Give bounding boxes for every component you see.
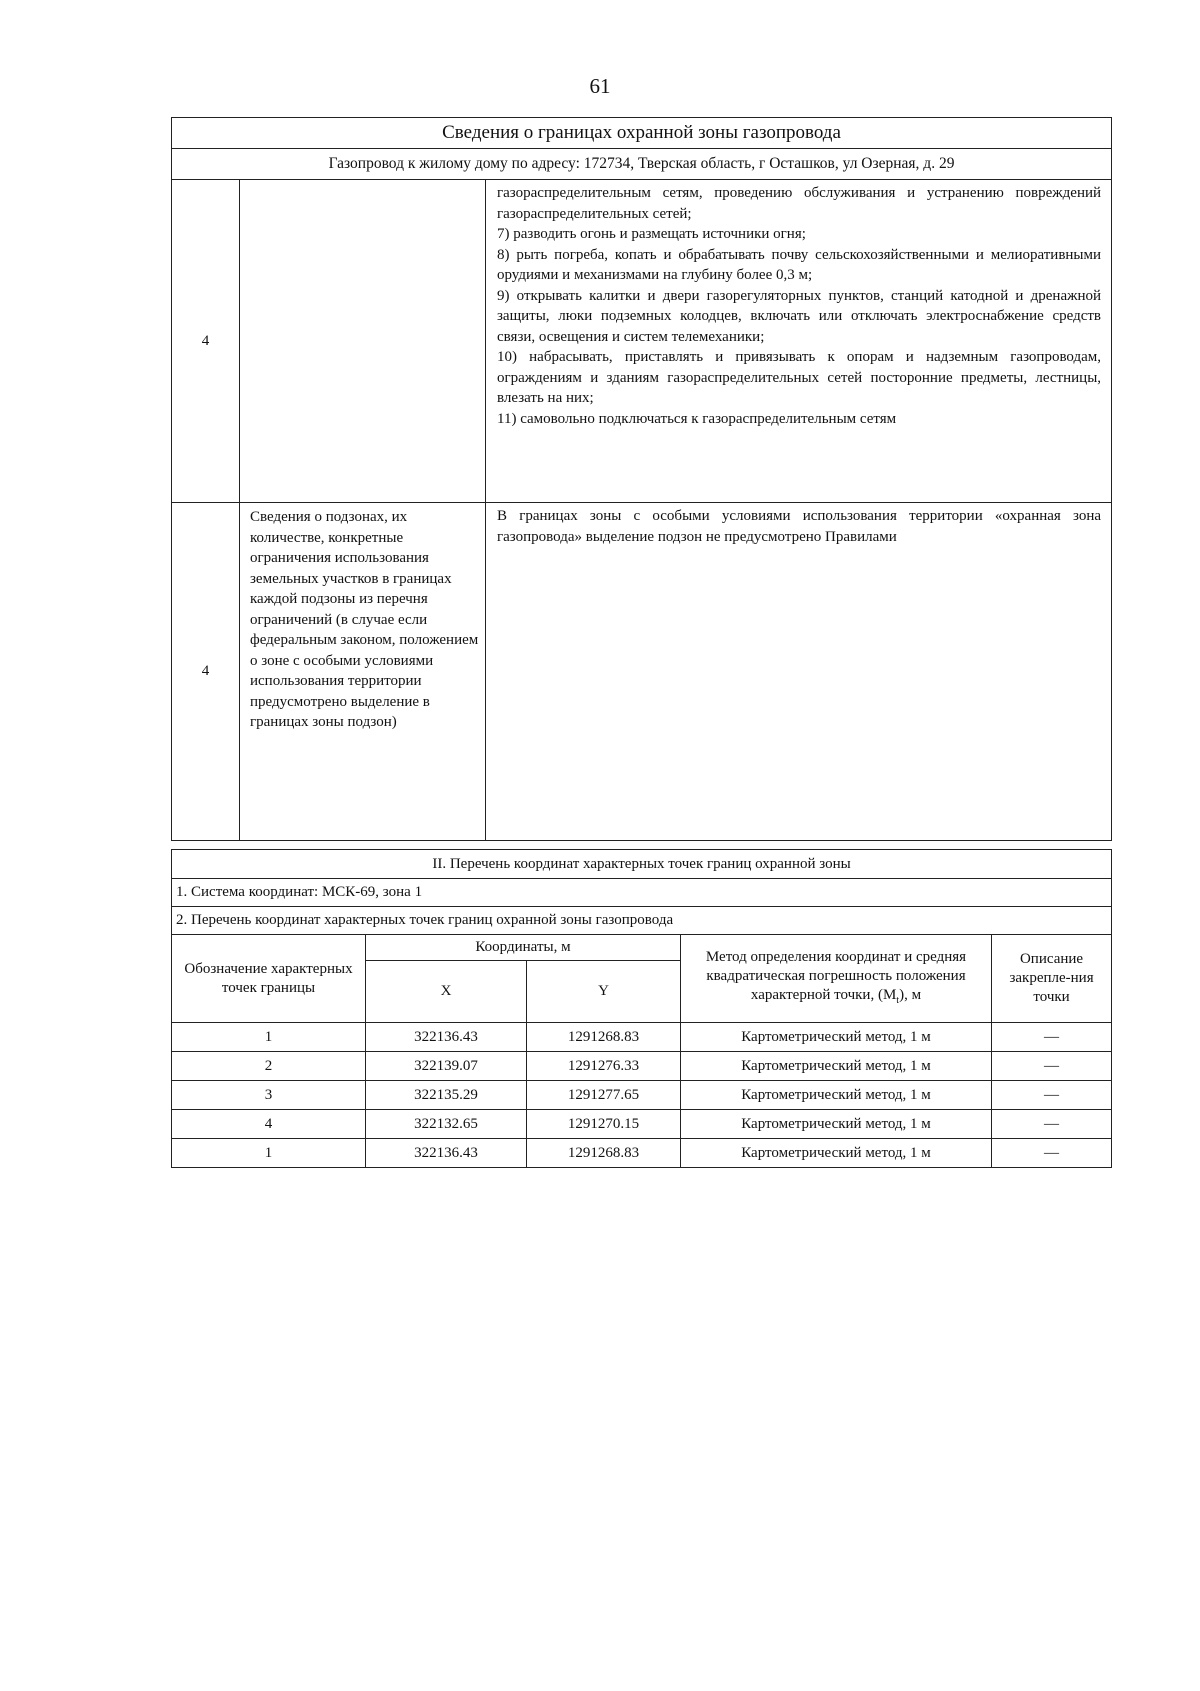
- header-designation: Обозначение характерных точек границы: [172, 935, 366, 1023]
- header-method: Метод определения координат и средняя квадратическая погрешность положения характерной точки, $(M_t)$, м: [681, 935, 992, 1023]
- list-title: 2. Перечень координат характерных точек границ охранной зоны газопровода: [172, 907, 1112, 935]
- coord-system-row: [172, 879, 1112, 907]
- empty-description-cell: [240, 180, 486, 503]
- header-row: [172, 935, 1112, 961]
- subzone-text: В границах зоны с особыми условиями использования территории «охранная зона газопровода» выделение подзон не предусмотрено Правилами: [486, 503, 1112, 841]
- coord-x: 322132.65: [366, 1110, 527, 1139]
- coord-x: 322139.07: [366, 1052, 527, 1081]
- section-heading-row: [172, 850, 1112, 879]
- row-number: 4: [201, 332, 210, 349]
- header-x: X: [366, 961, 527, 1023]
- mark-description: —: [992, 1023, 1112, 1052]
- table-row: [172, 1052, 1112, 1081]
- table-row: [172, 1081, 1112, 1110]
- point-label: 1: [172, 1023, 366, 1052]
- section-heading: II. Перечень координат характерных точек границ охранной зоны: [172, 850, 1112, 879]
- subzone-description: Сведения о подзонах, их количестве, конкретные ограничения использования земельных участков в границах каждой подзоны из перечня ограничений (в случае если федеральным законом, положением о зоне с особыми условиями использования территории предусмотрено выделение в границах зоны подзон): [240, 503, 486, 841]
- coord-x: 322135.29: [366, 1081, 527, 1110]
- restriction-paragraph: газораспределительным сетям, проведению обслуживания и устранению повреждений газораспределительных сетей;: [497, 185, 1102, 222]
- document-subtitle: Газопровод к жилому дому по адресу: 172734, Тверская область, г Осташков, ул Озерная, д. 29: [172, 149, 1112, 180]
- coord-x: 322136.43: [366, 1023, 527, 1052]
- restriction-paragraph: 9) открывать калитки и двери газорегуляторных пунктов, станций катодной и дренажной защиты, люки подземных колодцев, включать или отключать электроснабжение средств связи, освещения и систем телемеханики;: [497, 287, 1102, 345]
- coord-system: 1. Система координат: МСК-69, зона 1: [172, 879, 1112, 907]
- point-label: 3: [172, 1081, 366, 1110]
- restriction-paragraph: 7) разводить огонь и размещать источники огня;: [497, 226, 806, 242]
- table-row: [172, 1023, 1112, 1052]
- coord-y: 1291268.83: [527, 1023, 681, 1052]
- table-row: [172, 1110, 1112, 1139]
- restrictions-text-cell: [486, 180, 1112, 503]
- header-mark: Описание закрепле-ния точки: [992, 935, 1112, 1023]
- subtitle-row: [172, 149, 1112, 180]
- coord-y: 1291268.83: [527, 1139, 681, 1168]
- restriction-paragraph: 11) самовольно подключаться к газораспределительным сетям: [497, 410, 897, 427]
- mark-description: —: [992, 1081, 1112, 1110]
- method: Картометрический метод, 1 м: [681, 1023, 992, 1052]
- continuation-row: [172, 180, 1112, 503]
- method: Картометрический метод, 1 м: [681, 1081, 992, 1110]
- table-row: [172, 1139, 1112, 1168]
- row-number: 4: [201, 663, 210, 679]
- header-coordinates: Координаты, м: [366, 935, 681, 961]
- zone-info-table: [171, 117, 1112, 841]
- mark-description: —: [992, 1052, 1112, 1081]
- mark-description: —: [992, 1110, 1112, 1139]
- coord-x: 322136.43: [366, 1139, 527, 1168]
- restriction-paragraph: 8) рыть погреба, копать и обрабатывать почву сельскохозяйственными и мелиоративными орудиями и механизмами на глубину более 0,3 м;: [497, 246, 1102, 283]
- document-title: Сведения о границах охранной зоны газопровода: [172, 118, 1112, 149]
- method: Картометрический метод, 1 м: [681, 1110, 992, 1139]
- restriction-paragraph: 10) набрасывать, приставлять и привязывать к опорам и надземным газопроводам, ограждениям и зданиям газораспределительных сетей посторонние предметы, лестницы, влезать на них;: [497, 349, 1102, 406]
- list-title-row: [172, 907, 1112, 935]
- method: Картометрический метод, 1 м: [681, 1052, 992, 1081]
- point-label: 4: [172, 1110, 366, 1139]
- coord-y: 1291277.65: [527, 1081, 681, 1110]
- mark-description: —: [992, 1139, 1112, 1168]
- header-y: Y: [527, 961, 681, 1023]
- row-number-cell: [172, 503, 240, 841]
- method: Картометрический метод, 1 м: [681, 1139, 992, 1168]
- point-label: 1: [172, 1139, 366, 1168]
- coordinates-table: [171, 849, 1112, 1168]
- row-number-cell: [172, 180, 240, 503]
- title-row: [172, 118, 1112, 149]
- point-label: 2: [172, 1052, 366, 1081]
- page-number: 61: [589, 74, 611, 98]
- coord-y: 1291276.33: [527, 1052, 681, 1081]
- subzone-row: [172, 503, 1112, 841]
- coord-y: 1291270.15: [527, 1110, 681, 1139]
